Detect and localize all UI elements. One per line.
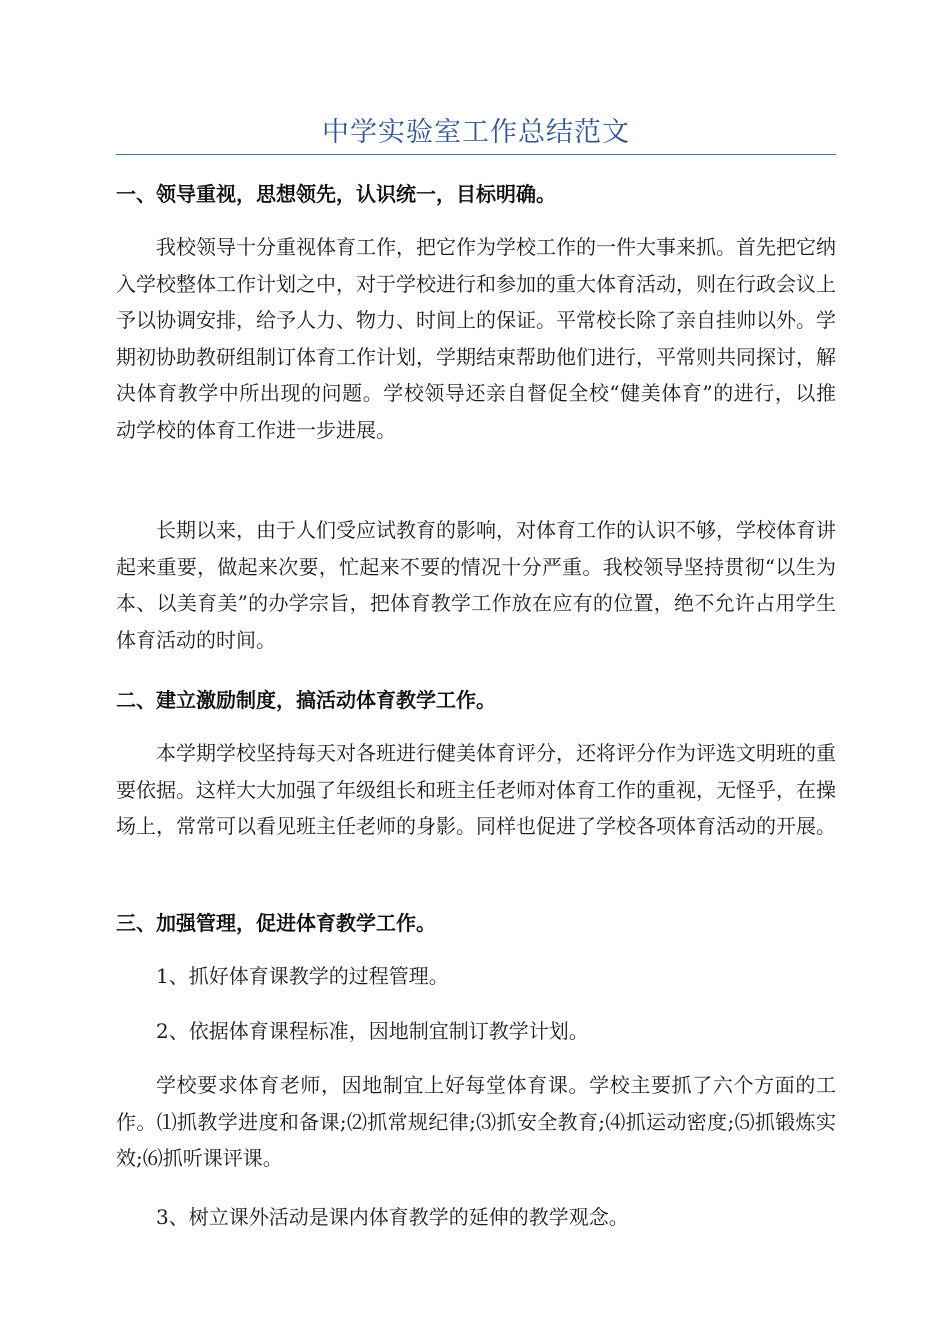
paragraph: 我校领导十分重视体育工作，把它作为学校工作的一件大事来抓。首先把它纳入学校整体工作计划之中，对于学校进行和参加的重大体育活动，则在行政会议上予以协调安排，给予人力、物力、时间上的保证。平常校长除了亲自挂帅以外。学期初协助教研组制订体育工作计划，学期结束帮助他们进行，平常则共同探讨，解决体育教学中所出现的问题。学校领导还亲自督促全校“健美体育”的进行，以推动学校的体育工作进一步进展。 bbox=[116, 235, 836, 442]
list-item: 3、树立课外活动是课内体育教学的延伸的教学观念。 bbox=[156, 1205, 629, 1229]
document-page bbox=[116, 0, 836, 1344]
title-underline bbox=[116, 154, 836, 155]
section-heading-3: 三、加强管理，促进体育教学工作。 bbox=[116, 911, 436, 935]
list-item: 1、抓好体育课教学的过程管理。 bbox=[156, 964, 449, 988]
paragraph: 本学期学校坚持每天对各班进行健美体育评分，还将评分作为评选文明班的重要依据。这样大大加强了年级组长和班主任老师对体育工作的重视，无怪乎，在操场上，常常可以看见班主任老师的身影。同样也促进了学校各项体育活动的开展。 bbox=[116, 741, 836, 839]
paragraph: 长期以来，由于人们受应试教育的影响，对体育工作的认识不够，学校体育讲起来重要，做起来次要，忙起来不要的情况十分严重。我校领导坚持贯彻“以生为本、以美育美”的办学宗旨，把体育教学工作放在应有的位置，绝不允许占用学生体育活动的时间。 bbox=[116, 518, 836, 652]
list-item: 2、依据体育课程标准，因地制宜制订教学计划。 bbox=[156, 1019, 589, 1043]
document-title: 中学实验室工作总结范文 bbox=[322, 117, 630, 148]
section-heading-2: 二、建立激励制度，搞活动体育教学工作。 bbox=[116, 688, 496, 712]
paragraph: 学校要求体育老师，因地制宜上好每堂体育课。学校主要抓了六个方面的工作。⑴抓教学进度和备课;⑵抓常规纪律;⑶抓安全教育;⑷抓运动密度;⑸抓锻炼实效;⑹抓听课评课。 bbox=[116, 1073, 836, 1171]
section-heading-1: 一、领导重视，思想领先，认识统一，目标明确。 bbox=[116, 182, 556, 206]
